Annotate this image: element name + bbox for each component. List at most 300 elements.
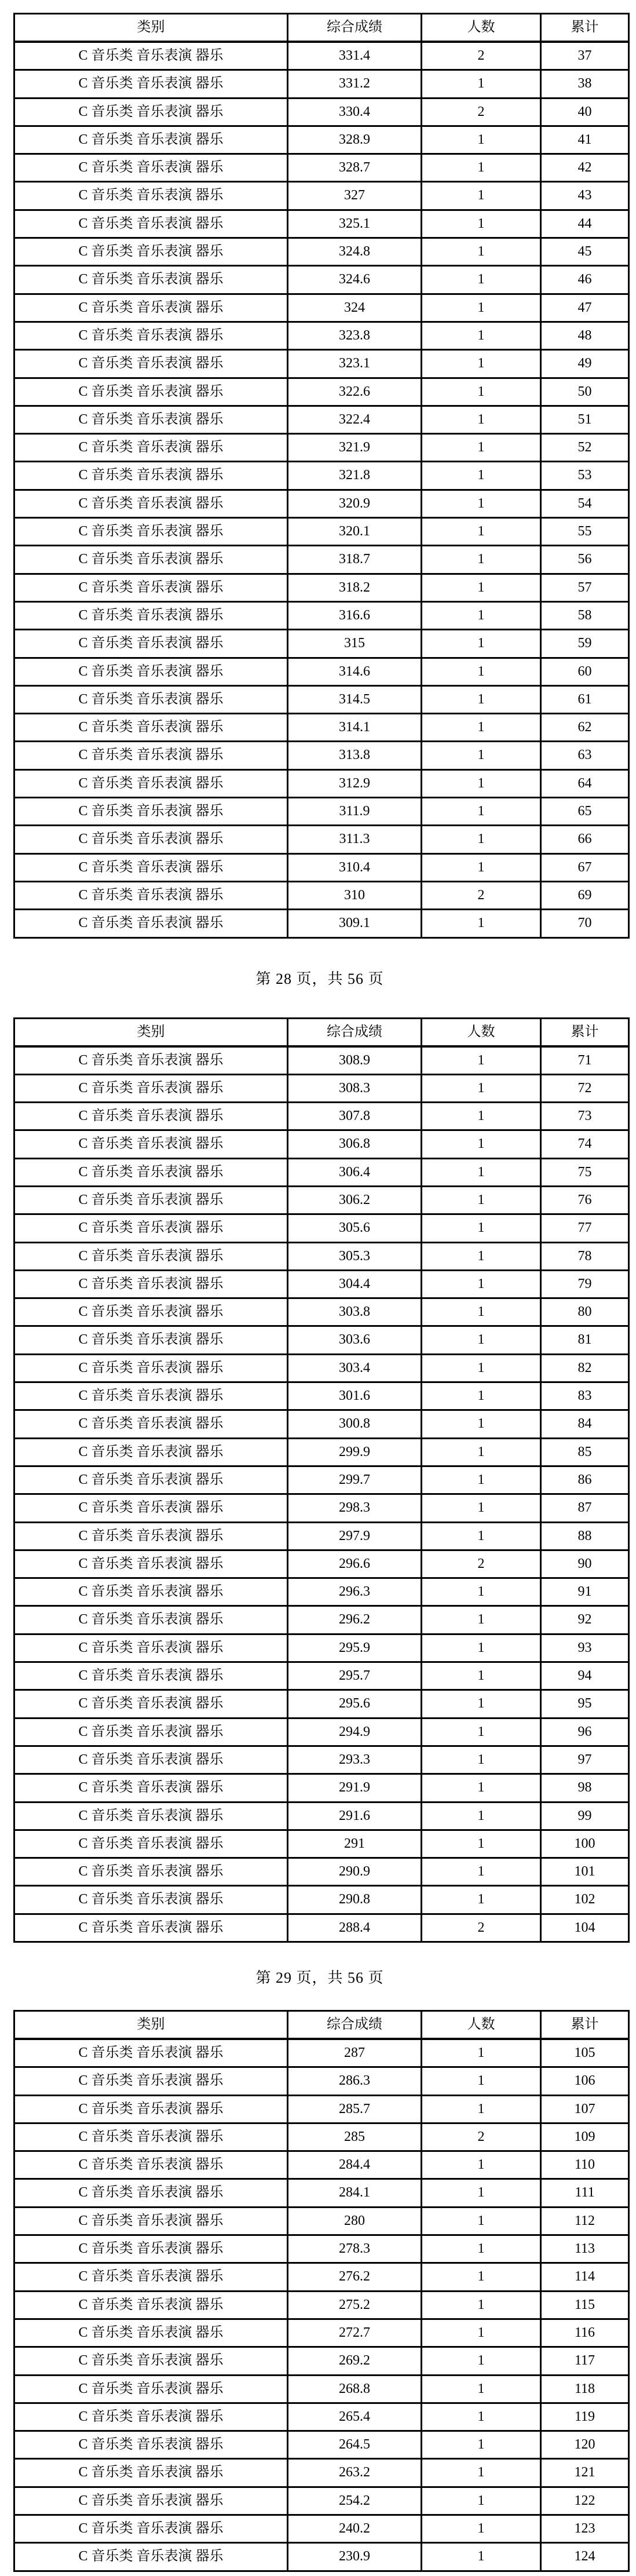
cumulative-cell: 44 xyxy=(542,211,628,239)
table-row xyxy=(15,295,628,323)
table-row xyxy=(15,1607,628,1634)
table-row xyxy=(15,855,628,882)
table-row xyxy=(15,603,628,630)
category-cell: C 音乐类 音乐表演 器乐 xyxy=(15,1663,288,1691)
page-footer: 第 28 页，共 56 页 xyxy=(255,970,384,987)
table-row xyxy=(15,2208,628,2236)
score-cell: 240.2 xyxy=(288,2516,422,2544)
count-cell: 1 xyxy=(422,1523,542,1551)
cumulative-cell: 49 xyxy=(542,351,628,378)
cumulative-cell: 63 xyxy=(542,742,628,770)
cumulative-cell: 74 xyxy=(542,1131,628,1159)
score-cell: 300.8 xyxy=(288,1411,422,1439)
table-row xyxy=(15,1411,628,1439)
score-cell: 254.2 xyxy=(288,2488,422,2516)
column-header-score: 综合成绩 xyxy=(288,14,422,43)
score-cell: 308.3 xyxy=(288,1075,422,1103)
table-row xyxy=(15,771,628,798)
count-cell: 1 xyxy=(422,379,542,407)
score-cell: 322.4 xyxy=(288,407,422,435)
cumulative-cell: 72 xyxy=(542,1075,628,1103)
header-row xyxy=(15,14,628,43)
table-row xyxy=(15,687,628,714)
score-cell: 286.3 xyxy=(288,2068,422,2096)
count-cell: 1 xyxy=(422,575,542,603)
score-cell: 284.1 xyxy=(288,2180,422,2208)
cumulative-cell: 115 xyxy=(542,2292,628,2320)
cumulative-cell: 55 xyxy=(542,519,628,546)
cumulative-cell: 112 xyxy=(542,2208,628,2236)
cumulative-cell: 54 xyxy=(542,491,628,519)
table-row xyxy=(15,1383,628,1411)
category-cell: C 音乐类 音乐表演 器乐 xyxy=(15,1635,288,1663)
score-cell: 315 xyxy=(288,630,422,658)
cumulative-cell: 61 xyxy=(542,687,628,714)
cumulative-cell: 48 xyxy=(542,323,628,351)
table-row xyxy=(15,1467,628,1495)
score-cell: 285 xyxy=(288,2124,422,2152)
cumulative-cell: 106 xyxy=(542,2068,628,2096)
cumulative-cell: 86 xyxy=(542,1467,628,1495)
count-cell: 1 xyxy=(422,1075,542,1103)
score-cell: 291.6 xyxy=(288,1803,422,1831)
score-cell: 321.8 xyxy=(288,462,422,490)
category-cell: C 音乐类 音乐表演 器乐 xyxy=(15,882,288,910)
score-cell: 325.1 xyxy=(288,211,422,239)
score-cell: 294.9 xyxy=(288,1719,422,1747)
table-block-page-30 xyxy=(13,2010,636,2572)
table-block-page-28 xyxy=(13,13,636,939)
cumulative-cell: 98 xyxy=(542,1775,628,1803)
count-cell: 1 xyxy=(422,2180,542,2208)
cumulative-cell: 41 xyxy=(542,127,628,155)
table-row xyxy=(15,1495,628,1523)
score-cell: 314.5 xyxy=(288,687,422,714)
cumulative-cell: 59 xyxy=(542,630,628,658)
table-row xyxy=(15,659,628,687)
score-cell: 296.2 xyxy=(288,1607,422,1634)
count-cell: 1 xyxy=(422,1691,542,1718)
cumulative-cell: 75 xyxy=(542,1159,628,1187)
category-cell: C 音乐类 音乐表演 器乐 xyxy=(15,435,288,462)
table-row xyxy=(15,798,628,826)
category-cell: C 音乐类 音乐表演 器乐 xyxy=(15,1075,288,1103)
score-cell: 288.4 xyxy=(288,1915,422,1941)
score-cell: 290.8 xyxy=(288,1887,422,1914)
count-cell: 1 xyxy=(422,267,542,294)
count-cell: 1 xyxy=(422,211,542,239)
category-cell: C 音乐类 音乐表演 器乐 xyxy=(15,43,288,71)
category-cell: C 音乐类 音乐表演 器乐 xyxy=(15,183,288,210)
category-cell: C 音乐类 音乐表演 器乐 xyxy=(15,1579,288,1607)
score-cell: 264.5 xyxy=(288,2432,422,2460)
count-cell: 1 xyxy=(422,2208,542,2236)
cumulative-cell: 38 xyxy=(542,71,628,98)
cumulative-cell: 79 xyxy=(542,1271,628,1299)
category-cell: C 音乐类 音乐表演 器乐 xyxy=(15,1159,288,1187)
category-cell: C 音乐类 音乐表演 器乐 xyxy=(15,2488,288,2516)
column-header-score: 综合成绩 xyxy=(288,1019,422,1048)
table-row xyxy=(15,2376,628,2404)
table-row xyxy=(15,435,628,462)
score-cell: 285.7 xyxy=(288,2096,422,2124)
category-cell: C 音乐类 音乐表演 器乐 xyxy=(15,603,288,630)
table-row xyxy=(15,2124,628,2152)
category-cell: C 音乐类 音乐表演 器乐 xyxy=(15,99,288,127)
category-cell: C 音乐类 音乐表演 器乐 xyxy=(15,2180,288,2208)
count-cell: 1 xyxy=(422,1048,542,1075)
score-cell: 299.7 xyxy=(288,1467,422,1495)
table-row xyxy=(15,1803,628,1831)
category-cell: C 音乐类 音乐表演 器乐 xyxy=(15,771,288,798)
table-row xyxy=(15,1439,628,1467)
cumulative-cell: 84 xyxy=(542,1411,628,1439)
category-cell: C 音乐类 音乐表演 器乐 xyxy=(15,2460,288,2487)
score-cell: 330.4 xyxy=(288,99,422,127)
count-cell: 2 xyxy=(422,2124,542,2152)
cumulative-cell: 113 xyxy=(542,2236,628,2264)
cumulative-cell: 82 xyxy=(542,1355,628,1383)
score-cell: 295.6 xyxy=(288,1691,422,1718)
count-cell: 1 xyxy=(422,2516,542,2544)
count-cell: 1 xyxy=(422,1719,542,1747)
table-row xyxy=(15,546,628,574)
category-cell: C 音乐类 音乐表演 器乐 xyxy=(15,1719,288,1747)
cumulative-cell: 47 xyxy=(542,295,628,323)
header-row xyxy=(15,1019,628,1048)
cumulative-cell: 53 xyxy=(542,462,628,490)
table-row xyxy=(15,211,628,239)
category-cell: C 音乐类 音乐表演 器乐 xyxy=(15,1467,288,1495)
table-row xyxy=(15,1887,628,1914)
count-cell: 1 xyxy=(422,2292,542,2320)
score-cell: 295.7 xyxy=(288,1663,422,1691)
category-cell: C 音乐类 音乐表演 器乐 xyxy=(15,630,288,658)
count-cell: 1 xyxy=(422,2460,542,2487)
category-cell: C 音乐类 音乐表演 器乐 xyxy=(15,351,288,378)
category-cell: C 音乐类 音乐表演 器乐 xyxy=(15,1215,288,1243)
score-table xyxy=(13,13,630,939)
score-cell: 284.4 xyxy=(288,2152,422,2180)
score-cell: 299.9 xyxy=(288,1439,422,1467)
count-cell: 1 xyxy=(422,2068,542,2096)
score-cell: 293.3 xyxy=(288,1747,422,1775)
category-cell: C 音乐类 音乐表演 器乐 xyxy=(15,826,288,854)
cumulative-cell: 78 xyxy=(542,1243,628,1271)
score-cell: 316.6 xyxy=(288,603,422,630)
table-row xyxy=(15,1355,628,1383)
category-cell: C 音乐类 音乐表演 器乐 xyxy=(15,1131,288,1159)
column-header-count: 人数 xyxy=(422,2012,542,2040)
table-row xyxy=(15,1579,628,1607)
score-cell: 314.6 xyxy=(288,659,422,687)
category-cell: C 音乐类 音乐表演 器乐 xyxy=(15,155,288,183)
score-cell: 308.9 xyxy=(288,1048,422,1075)
table-row xyxy=(15,1075,628,1103)
table-row xyxy=(15,2348,628,2376)
category-cell: C 音乐类 音乐表演 器乐 xyxy=(15,2208,288,2236)
table-block-page-29 xyxy=(13,1017,636,1943)
table-row xyxy=(15,155,628,183)
count-cell: 1 xyxy=(422,1187,542,1215)
count-cell: 1 xyxy=(422,1439,542,1467)
score-cell: 324.8 xyxy=(288,239,422,267)
count-cell: 1 xyxy=(422,2236,542,2264)
table-row xyxy=(15,183,628,210)
category-cell: C 音乐类 音乐表演 器乐 xyxy=(15,1187,288,1215)
table-body xyxy=(15,2040,628,2570)
table-row xyxy=(15,1915,628,1941)
count-cell: 1 xyxy=(422,2096,542,2124)
cumulative-cell: 71 xyxy=(542,1048,628,1075)
table-row xyxy=(15,1131,628,1159)
table-row xyxy=(15,99,628,127)
category-cell: C 音乐类 音乐表演 器乐 xyxy=(15,127,288,155)
count-cell: 1 xyxy=(422,2376,542,2404)
cumulative-cell: 121 xyxy=(542,2460,628,2487)
cumulative-cell: 109 xyxy=(542,2124,628,2152)
category-cell: C 音乐类 音乐表演 器乐 xyxy=(15,910,288,936)
category-cell: C 音乐类 音乐表演 器乐 xyxy=(15,1439,288,1467)
column-header-category: 类别 xyxy=(15,14,288,43)
score-cell: 310 xyxy=(288,882,422,910)
table-row xyxy=(15,575,628,603)
count-cell: 1 xyxy=(422,2404,542,2432)
count-cell: 1 xyxy=(422,2348,542,2376)
count-cell: 1 xyxy=(422,2432,542,2460)
cumulative-cell: 122 xyxy=(542,2488,628,2516)
category-cell: C 音乐类 音乐表演 器乐 xyxy=(15,1523,288,1551)
cumulative-cell: 110 xyxy=(542,2152,628,2180)
table-row xyxy=(15,323,628,351)
table-row xyxy=(15,910,628,936)
count-cell: 1 xyxy=(422,742,542,770)
table-row xyxy=(15,519,628,546)
score-cell: 320.9 xyxy=(288,491,422,519)
count-cell: 1 xyxy=(422,1859,542,1887)
category-cell: C 音乐类 音乐表演 器乐 xyxy=(15,855,288,882)
count-cell: 1 xyxy=(422,1831,542,1859)
column-header-cumulative: 累计 xyxy=(542,1019,628,1048)
cumulative-cell: 102 xyxy=(542,1887,628,1914)
score-cell: 323.8 xyxy=(288,323,422,351)
table-row xyxy=(15,1859,628,1887)
count-cell: 1 xyxy=(422,1467,542,1495)
cumulative-cell: 45 xyxy=(542,239,628,267)
category-cell: C 音乐类 音乐表演 器乐 xyxy=(15,1243,288,1271)
count-cell: 1 xyxy=(422,435,542,462)
score-cell: 318.2 xyxy=(288,575,422,603)
table-row xyxy=(15,127,628,155)
table-row xyxy=(15,1187,628,1215)
category-cell: C 音乐类 音乐表演 器乐 xyxy=(15,1103,288,1131)
category-cell: C 音乐类 音乐表演 器乐 xyxy=(15,2236,288,2264)
table-row xyxy=(15,742,628,770)
count-cell: 1 xyxy=(422,1579,542,1607)
count-cell: 1 xyxy=(422,771,542,798)
count-cell: 2 xyxy=(422,882,542,910)
score-table xyxy=(13,2010,630,2572)
cumulative-cell: 100 xyxy=(542,1831,628,1859)
score-cell: 320.1 xyxy=(288,519,422,546)
count-cell: 1 xyxy=(422,127,542,155)
table-row xyxy=(15,2544,628,2570)
score-cell: 296.6 xyxy=(288,1551,422,1579)
category-cell: C 音乐类 音乐表演 器乐 xyxy=(15,2096,288,2124)
table-row xyxy=(15,351,628,378)
score-cell: 276.2 xyxy=(288,2264,422,2292)
count-cell: 1 xyxy=(422,1383,542,1411)
score-cell: 305.3 xyxy=(288,1243,422,1271)
table-row xyxy=(15,1299,628,1327)
score-cell: 303.4 xyxy=(288,1355,422,1383)
count-cell: 1 xyxy=(422,714,542,742)
table-row xyxy=(15,43,628,71)
table-row xyxy=(15,71,628,98)
category-cell: C 音乐类 音乐表演 器乐 xyxy=(15,1048,288,1075)
score-cell: 278.3 xyxy=(288,2236,422,2264)
category-cell: C 音乐类 音乐表演 器乐 xyxy=(15,2404,288,2432)
table-body xyxy=(15,43,628,937)
score-cell: 323.1 xyxy=(288,351,422,378)
category-cell: C 音乐类 音乐表演 器乐 xyxy=(15,2068,288,2096)
score-cell: 296.3 xyxy=(288,1579,422,1607)
cumulative-cell: 107 xyxy=(542,2096,628,2124)
table-row xyxy=(15,1663,628,1691)
count-cell: 1 xyxy=(422,630,542,658)
category-cell: C 音乐类 音乐表演 器乐 xyxy=(15,2040,288,2068)
table-row xyxy=(15,462,628,490)
count-cell: 1 xyxy=(422,71,542,98)
score-cell: 265.4 xyxy=(288,2404,422,2432)
cumulative-cell: 118 xyxy=(542,2376,628,2404)
score-cell: 306.2 xyxy=(288,1187,422,1215)
table-row xyxy=(15,2292,628,2320)
table-row xyxy=(15,2516,628,2544)
score-cell: 324 xyxy=(288,295,422,323)
category-cell: C 音乐类 音乐表演 器乐 xyxy=(15,1271,288,1299)
table-row xyxy=(15,1523,628,1551)
cumulative-cell: 37 xyxy=(542,43,628,71)
category-cell: C 音乐类 音乐表演 器乐 xyxy=(15,659,288,687)
table-row xyxy=(15,2068,628,2096)
cumulative-cell: 69 xyxy=(542,882,628,910)
score-cell: 311.9 xyxy=(288,798,422,826)
column-header-count: 人数 xyxy=(422,1019,542,1048)
count-cell: 1 xyxy=(422,1299,542,1327)
category-cell: C 音乐类 音乐表演 器乐 xyxy=(15,2544,288,2570)
score-cell: 328.7 xyxy=(288,155,422,183)
count-cell: 1 xyxy=(422,2488,542,2516)
count-cell: 1 xyxy=(422,1103,542,1131)
count-cell: 1 xyxy=(422,546,542,574)
cumulative-cell: 90 xyxy=(542,1551,628,1579)
column-header-count: 人数 xyxy=(422,14,542,43)
cumulative-cell: 99 xyxy=(542,1803,628,1831)
category-cell: C 音乐类 音乐表演 器乐 xyxy=(15,2292,288,2320)
category-cell: C 音乐类 音乐表演 器乐 xyxy=(15,239,288,267)
cumulative-cell: 96 xyxy=(542,1719,628,1747)
table-row xyxy=(15,239,628,267)
category-cell: C 音乐类 音乐表演 器乐 xyxy=(15,1691,288,1718)
table-row xyxy=(15,714,628,742)
table-row xyxy=(15,379,628,407)
count-cell: 1 xyxy=(422,603,542,630)
column-header-category: 类别 xyxy=(15,1019,288,1048)
category-cell: C 音乐类 音乐表演 器乐 xyxy=(15,714,288,742)
count-cell: 1 xyxy=(422,155,542,183)
category-cell: C 音乐类 音乐表演 器乐 xyxy=(15,1831,288,1859)
cumulative-cell: 111 xyxy=(542,2180,628,2208)
category-cell: C 音乐类 音乐表演 器乐 xyxy=(15,211,288,239)
score-cell: 309.1 xyxy=(288,910,422,936)
score-cell: 297.9 xyxy=(288,1523,422,1551)
cumulative-cell: 43 xyxy=(542,183,628,210)
cumulative-cell: 91 xyxy=(542,1579,628,1607)
count-cell: 1 xyxy=(422,1635,542,1663)
category-cell: C 音乐类 音乐表演 器乐 xyxy=(15,2152,288,2180)
score-cell: 275.2 xyxy=(288,2292,422,2320)
cumulative-cell: 50 xyxy=(542,379,628,407)
count-cell: 1 xyxy=(422,1243,542,1271)
table-row xyxy=(15,630,628,658)
column-header-score: 综合成绩 xyxy=(288,2012,422,2040)
category-cell: C 音乐类 音乐表演 器乐 xyxy=(15,1495,288,1523)
cumulative-cell: 101 xyxy=(542,1859,628,1887)
table-row xyxy=(15,407,628,435)
category-cell: C 音乐类 音乐表演 器乐 xyxy=(15,2376,288,2404)
column-header-cumulative: 累计 xyxy=(542,2012,628,2040)
score-cell: 313.8 xyxy=(288,742,422,770)
table-row xyxy=(15,267,628,294)
score-cell: 322.6 xyxy=(288,379,422,407)
count-cell: 1 xyxy=(422,1411,542,1439)
table-row xyxy=(15,2320,628,2348)
category-cell: C 音乐类 音乐表演 器乐 xyxy=(15,742,288,770)
category-cell: C 音乐类 音乐表演 器乐 xyxy=(15,1551,288,1579)
score-cell: 287 xyxy=(288,2040,422,2068)
score-cell: 268.8 xyxy=(288,2376,422,2404)
cumulative-cell: 67 xyxy=(542,855,628,882)
category-cell: C 音乐类 音乐表演 器乐 xyxy=(15,2432,288,2460)
table-row xyxy=(15,2180,628,2208)
cumulative-cell: 76 xyxy=(542,1187,628,1215)
category-cell: C 音乐类 音乐表演 器乐 xyxy=(15,2320,288,2348)
table-row xyxy=(15,1551,628,1579)
score-cell: 306.8 xyxy=(288,1131,422,1159)
score-cell: 280 xyxy=(288,2208,422,2236)
cumulative-cell: 88 xyxy=(542,1523,628,1551)
count-cell: 1 xyxy=(422,1131,542,1159)
count-cell: 1 xyxy=(422,798,542,826)
column-header-cumulative: 累计 xyxy=(542,14,628,43)
table-row xyxy=(15,1719,628,1747)
cumulative-cell: 80 xyxy=(542,1299,628,1327)
table-row xyxy=(15,1747,628,1775)
score-cell: 291 xyxy=(288,1831,422,1859)
table-row xyxy=(15,2264,628,2292)
count-cell: 1 xyxy=(422,1495,542,1523)
score-cell: 230.9 xyxy=(288,2544,422,2570)
count-cell: 1 xyxy=(422,2040,542,2068)
count-cell: 1 xyxy=(422,826,542,854)
score-cell: 303.6 xyxy=(288,1327,422,1355)
category-cell: C 音乐类 音乐表演 器乐 xyxy=(15,71,288,98)
table-row xyxy=(15,1243,628,1271)
cumulative-cell: 65 xyxy=(542,798,628,826)
cumulative-cell: 70 xyxy=(577,915,592,931)
count-cell: 1 xyxy=(422,687,542,714)
